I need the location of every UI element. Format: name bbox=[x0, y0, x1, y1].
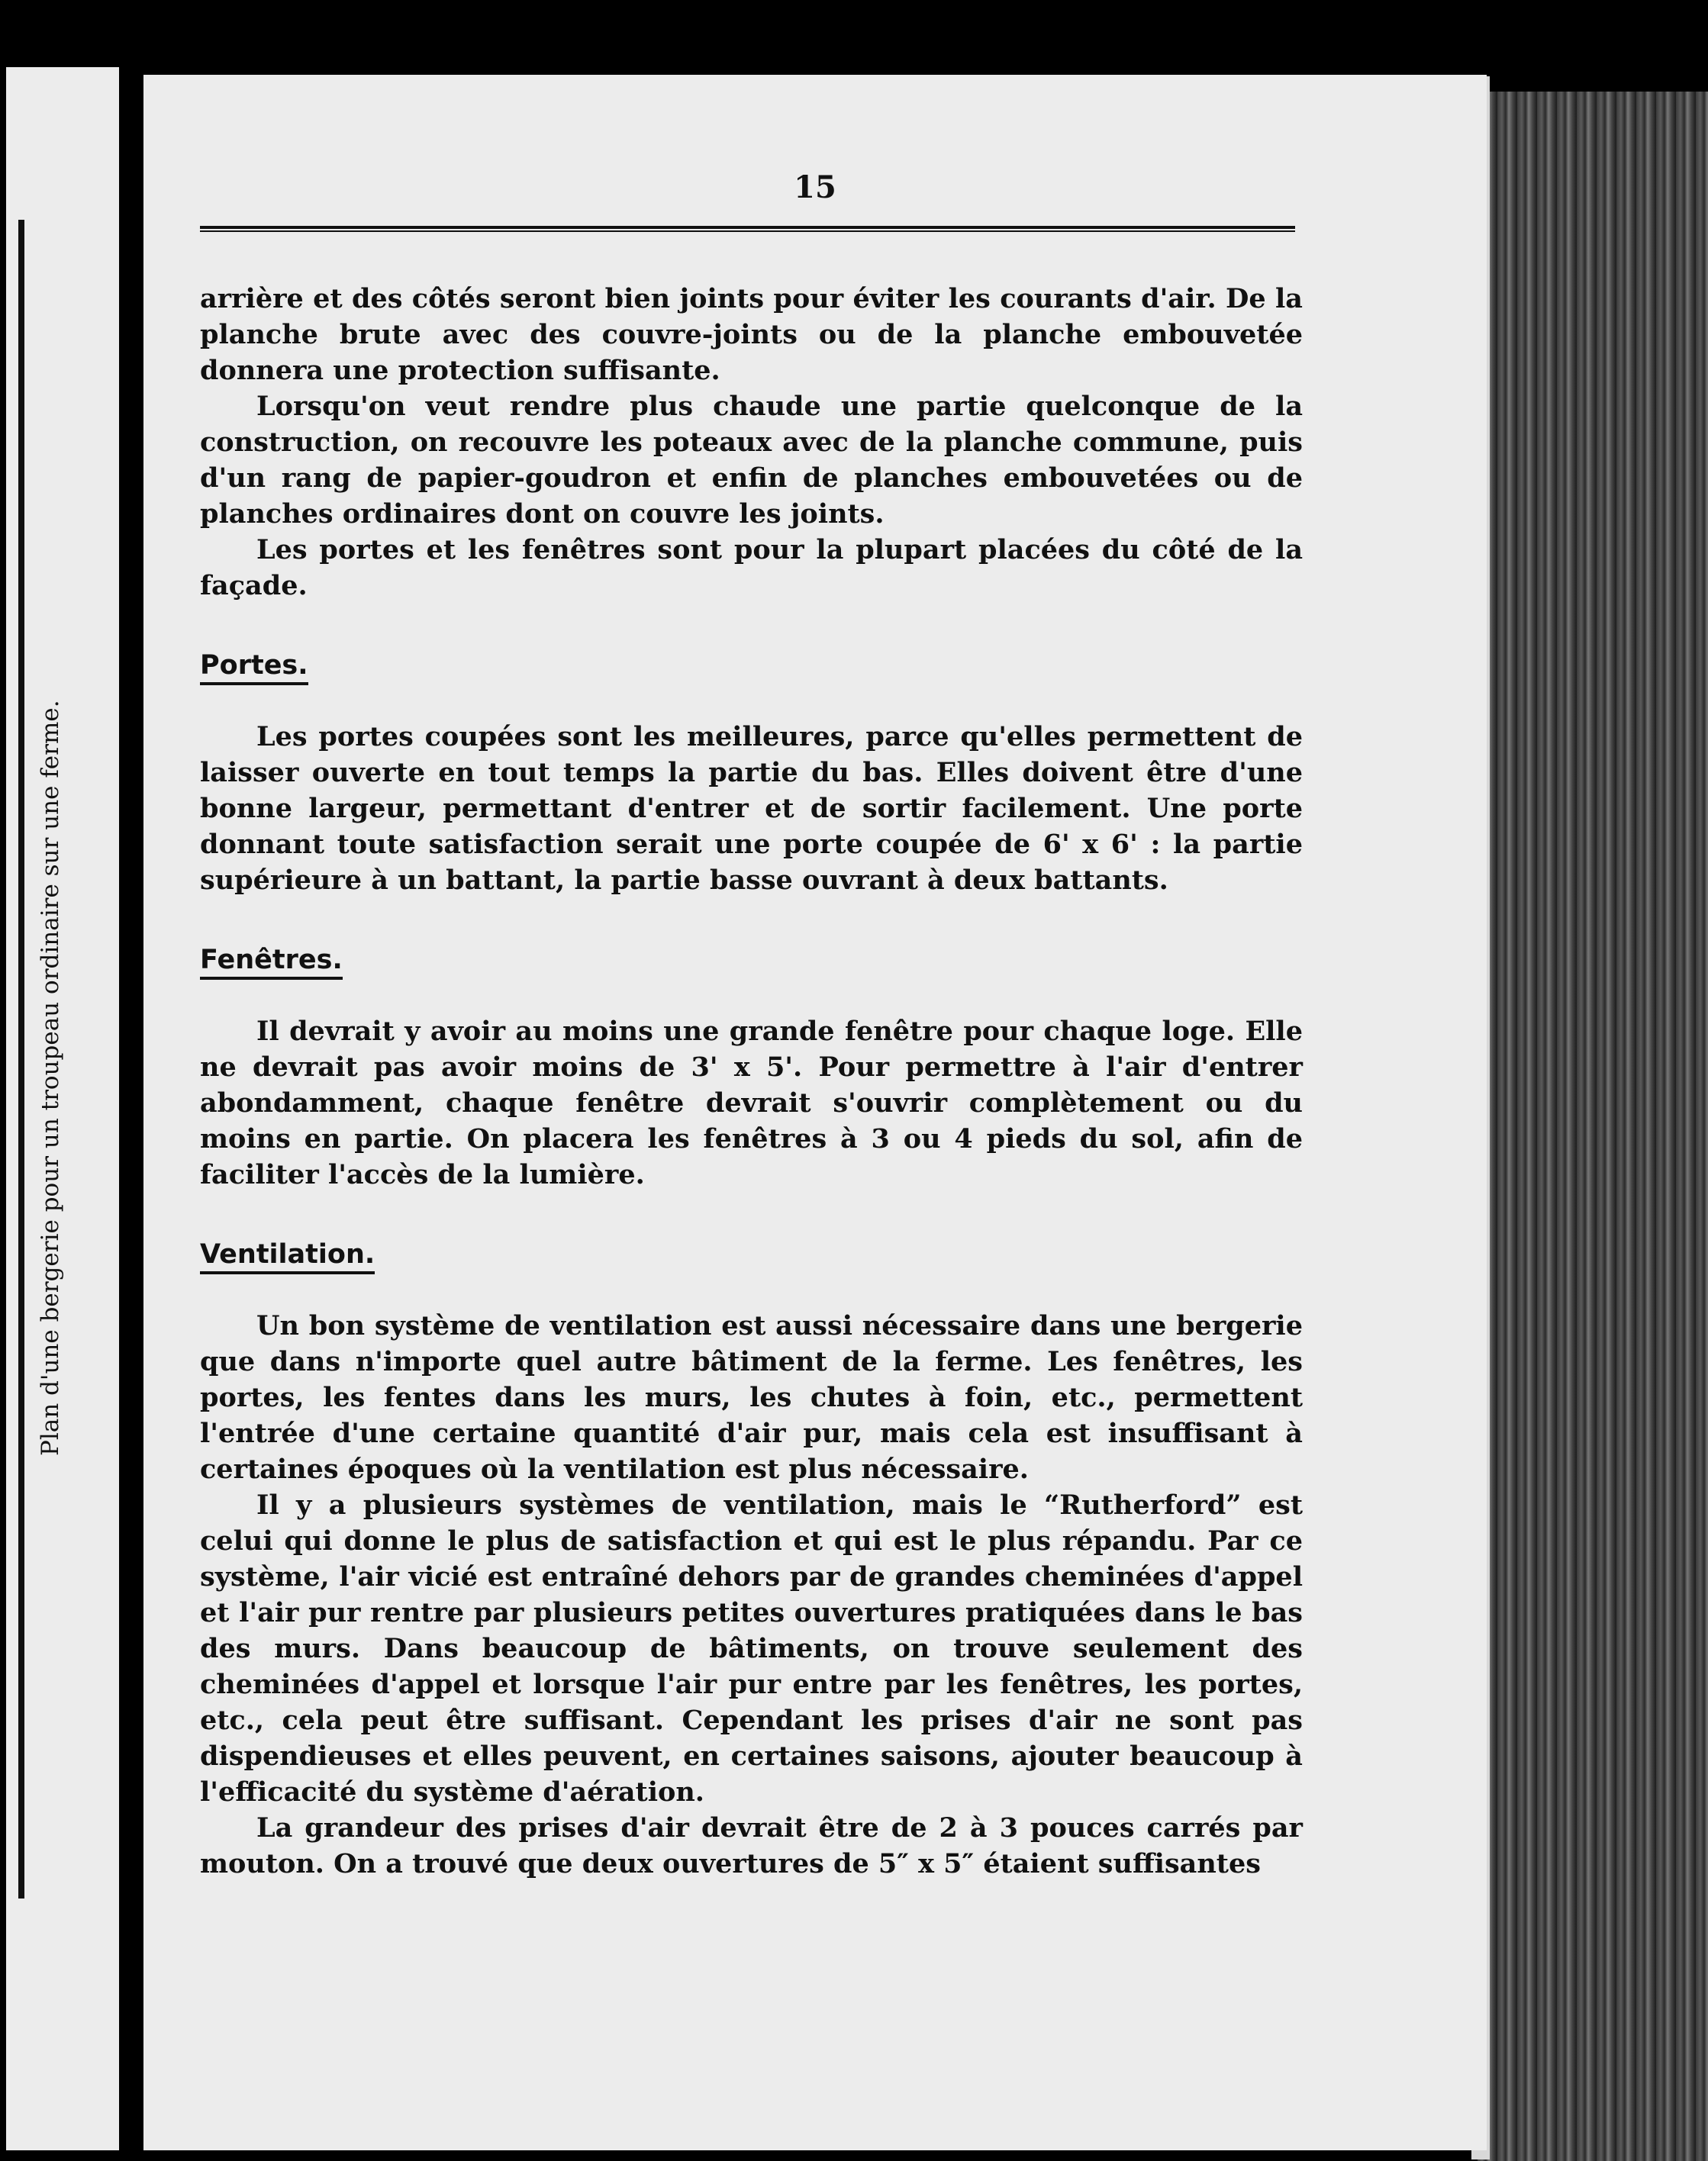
section-heading-portes bbox=[200, 648, 1303, 684]
paragraph: Lorsqu'on veut rendre plus chaude une partie quelconque de la construction, on recouvre les poteaux avec de la planche commune, puis d'un rang de papier-goudron et enfin de planches embouvetées ou de planches ordinaires dont on couvre les joints. bbox=[200, 391, 1303, 530]
page-number: 15 bbox=[794, 169, 836, 205]
paragraph: Un bon système de ventilation est aussi nécessaire dans une bergerie que dans n'importe quel autre bâtiment de la ferme. Les fenêtres, les portes, les fentes dans les murs, les chutes à foin, etc., permettent l'entrée d'une certaine quantité d'air pur, mais cela est insuffisant à certaines époques où la ventilation est plus nécessaire. bbox=[200, 1310, 1303, 1485]
header-rule bbox=[200, 226, 1295, 232]
section-heading-fenetres bbox=[200, 942, 1303, 978]
page-content bbox=[200, 281, 1303, 1882]
paragraph: Il y a plusieurs systèmes de ventilation, mais le “Rutherford” est celui qui donne le plus de satisfaction et qui est le plus répandu. Par ce système, l'air vicié est entraîné dehors par de grandes cheminées d'appel et l'air pur rentre par plusieurs petites ouvertures pratiquées dans le bas des murs. Dans beaucoup de bâtiments, on trouve seulement des cheminées d'appel et lorsque l'air pur entre par les fenêtres, les portes, etc., cela peut être suffisant. Cependant les prises d'air ne sont pas dispendieuses et elles peuvent, en certaines saisons, ajouter beaucoup à l'efficacité du système d'aération. bbox=[200, 1490, 1303, 1808]
paragraph: Les portes coupées sont les meilleures, parce qu'elles permettent de laisser ouverte en tout temps la partie du bas. Elles doivent être d'une bonne largeur, permettant d'entrer et de sortir facilement. Une porte donnant toute satisfaction serait une porte coupée de 6' x 6' : la partie supérieure à un battant, la partie basse ouvrant à deux battants. bbox=[200, 721, 1303, 896]
paragraph: Il devrait y avoir au moins une grande fenêtre pour chaque loge. Elle ne devrait pas avoir moins de 3' x 5'. Pour permettre à l'air d'entrer abondamment, chaque fenêtre devrait s'ouvrir complètement ou du moins en partie. On placera les fenêtres à 3 ou 4 pieds du sol, afin de faciliter l'accès de la lumière. bbox=[200, 1016, 1303, 1190]
section-heading-text: Fenêtres. bbox=[200, 945, 343, 980]
paragraph: arrière et des côtés seront bien joints pour éviter les courants d'air. De la planche brute avec des couvre-joints ou de la planche embouvetée donnera une protection suffisante. bbox=[200, 283, 1303, 386]
paragraph: Les portes et les fenêtres sont pour la plupart placées du côté de la façade. bbox=[200, 534, 1303, 601]
section-heading-ventilation bbox=[200, 1237, 1303, 1273]
side-caption: Plan d'une bergerie pour un troupeau ordinaire sur une ferme. bbox=[37, 700, 64, 1456]
page-stack-edge bbox=[1478, 92, 1708, 2161]
paragraph: La grandeur des prises d'air devrait être de 2 à 3 pouces carrés par mouton. On a trouvé que deux ouvertures de 5″ x 5″ étaient suffisantes bbox=[200, 1812, 1303, 1879]
section-heading-text: Ventilation. bbox=[200, 1239, 375, 1274]
section-heading-text: Portes. bbox=[200, 650, 308, 685]
document-page bbox=[143, 75, 1487, 2150]
facing-page bbox=[6, 67, 119, 2150]
facing-page-border bbox=[18, 220, 24, 1899]
